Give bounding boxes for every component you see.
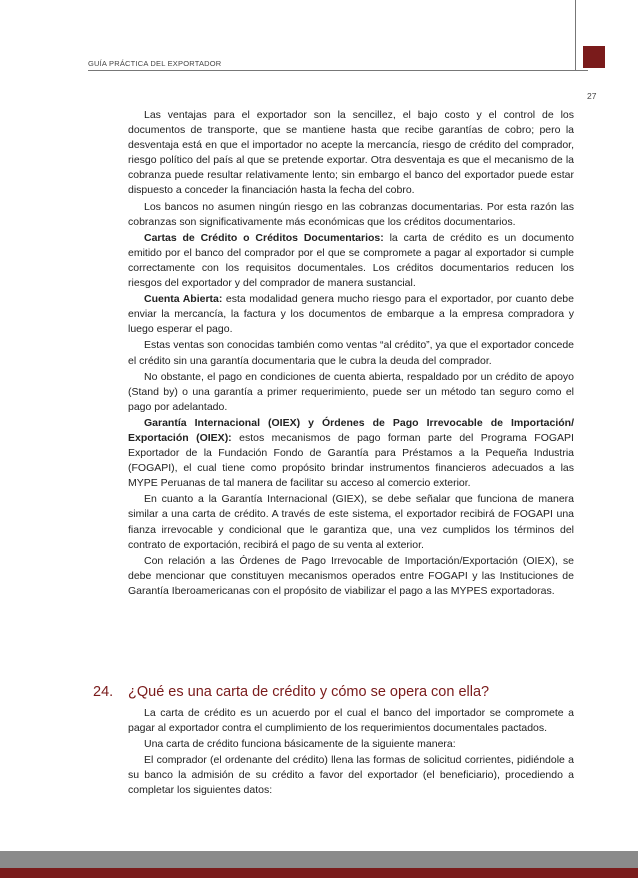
paragraph: Cartas de Crédito o Créditos Documentarios: la carta de crédito es un documento emitido por el banco del comprador por el que se compromete a pagar al exportador si cumple correctamente con los requisitos documentales. Los créditos documentarios reducen los riesgos del exportador y del comprador de manera sustancial. — [128, 231, 574, 290]
paragraph: Con relación a las Órdenes de Pago Irrevocable de Importación/Exportación (OIEX), se debe mencionar que constituyen mecanismos operados entre FOGAPI y las Instituciones de Garantía Iberoamericanas con el propósito de viabilizar el pago a las MYPES exportadoras. — [128, 554, 574, 597]
term-heading: Garantía Internacional (OIEX) y Órdenes de Pago Irrevocable de Importación/ Exportación (OIEX): — [128, 416, 574, 444]
footer-band-red — [0, 868, 638, 878]
term-heading: Cuenta Abierta: — [144, 293, 223, 306]
paragraph: Los bancos no asumen ningún riesgo en las cobranzas documentarias. Por esta razón las cobranzas son significativamente más económicas que los créditos documentarios. — [128, 200, 574, 228]
accent-square — [583, 46, 605, 68]
body-text-2 — [128, 706, 574, 800]
page-number: 27 — [587, 91, 597, 101]
header-rule — [88, 70, 588, 71]
running-header: GUÍA PRÁCTICA DEL EXPORTADOR — [88, 59, 222, 68]
paragraph: Garantía Internacional (OIEX) y Órdenes de Pago Irrevocable de Importación/ Exportación (OIEX): estos mecanismos de pago forman parte del Programa FOGAPI Exportador de la Fundación Fondo de Garantía para Préstamos a la Pequeña Industria (FOGAPI), el cual tiene como propósito brindar instrumentos financieros adecuados a las MYPE Peruanas de tal manera de facilitar su acceso al comercio exterior. — [128, 416, 574, 490]
term-heading: Cartas de Crédito o Créditos Documentarios: — [144, 231, 384, 244]
paragraph: Cuenta Abierta: esta modalidad genera mucho riesgo para el exportador, por cuanto debe enviar la mercancía, la factura y los documentos de embarque a la empresa compradora y luego esperar el pago. — [128, 293, 574, 336]
body-text — [128, 108, 574, 600]
question-title: ¿Qué es una carta de crédito y cómo se opera con ella? — [128, 684, 490, 700]
header-vertical-rule — [575, 0, 576, 70]
footer-band-gray — [0, 851, 638, 868]
paragraph: No obstante, el pago en condiciones de cuenta abierta, respaldado por un crédito de apoyo (Stand by) o una garantía a primer requerimiento, puede ser un método tan seguro como el pago por adelantado. — [128, 370, 574, 413]
paragraph: Las ventajas para el exportador son la sencillez, el bajo costo y el control de los documentos de transporte, que se mantiene hasta que recibe garantías de cobro; pero la desventaja está en que el importador no acepte la mercancía, riesgo de crédito del comprador, riesgo político del país al que se pretende exportar. Otra desventaja es que el mecanismo de la cobranza puede resultar relativamente lento; sin embargo el banco del exportador puede estar dispuesto a conceder la financiación hasta la fecha del cobro. — [128, 109, 574, 197]
question-number: 24. — [93, 684, 114, 700]
paragraph: Una carta de crédito funciona básicamente de la siguiente manera: — [144, 738, 456, 751]
paragraph: La carta de crédito es un acuerdo por el cual el banco del importador se compromete a pagar al exportador contra el cumplimiento de los requerimientos documentales pactados. — [128, 707, 574, 735]
paragraph: Estas ventas son conocidas también como ventas “al crédito”, ya que el exportador concede el crédito sin una garantía documentaria que le cubra la deuda del comprador. — [128, 339, 574, 367]
paragraph: El comprador (el ordenante del crédito) llena las formas de solicitud corrientes, pidiéndole a su banco la admisión de su crédito a favor del exportador (el beneficiario), procediendo a completar los siguientes datos: — [128, 754, 574, 797]
paragraph: En cuanto a la Garantía Internacional (GIEX), se debe señalar que funciona de manera similar a una carta de crédito. A través de este sistema, el exportador recibirá de FOGAPI una fianza irrevocable y condicional que le garantiza que, una vez cumplidos los términos del contrato de exportación, recibirá el pago de su venta al exterior. — [128, 493, 574, 551]
